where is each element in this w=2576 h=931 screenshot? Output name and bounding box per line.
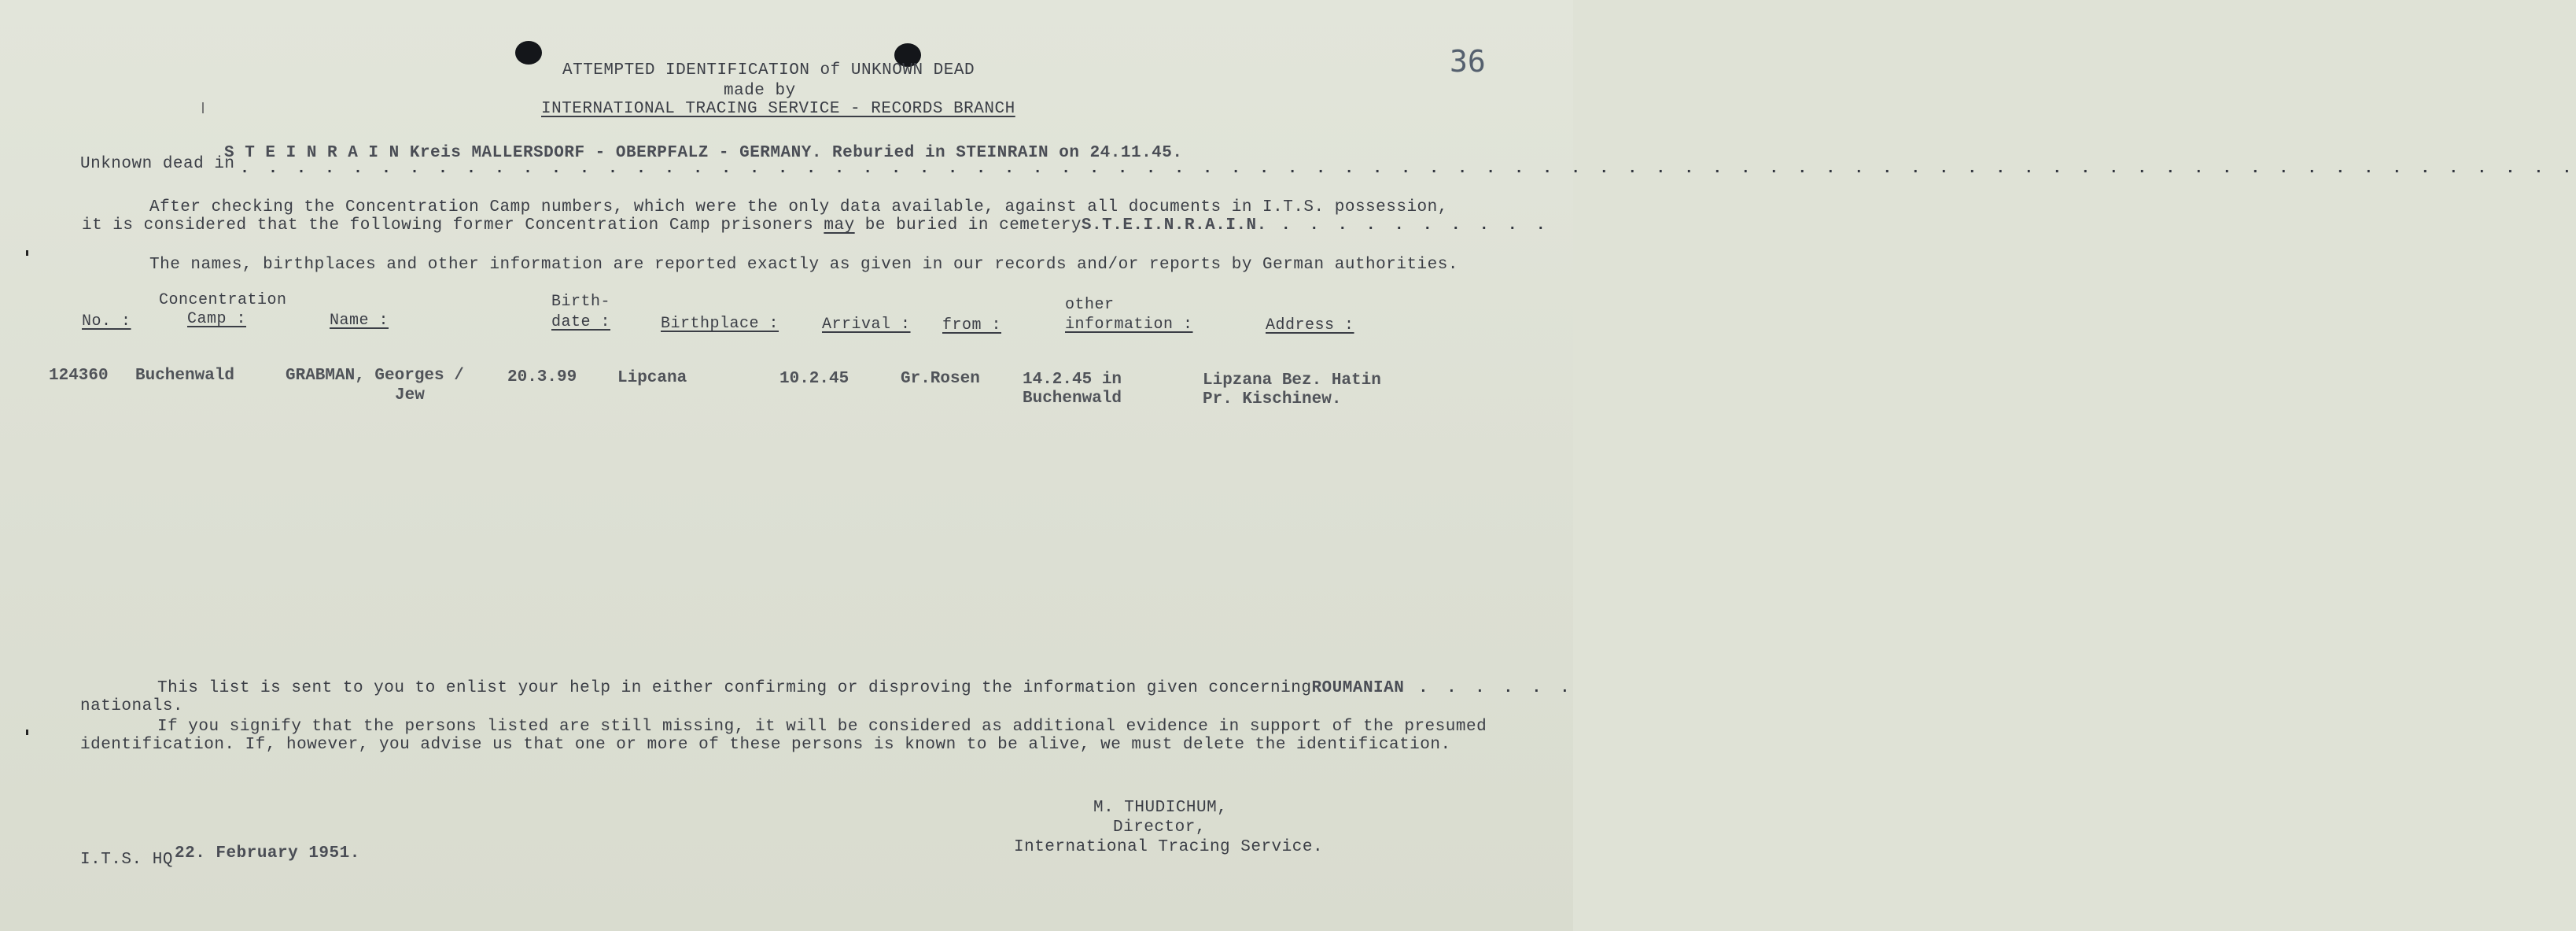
intro-line-2 (82, 216, 1550, 235)
header-arrival: Arrival : (822, 316, 911, 334)
intro-line-2-end: be buried in cemetery (854, 216, 1082, 235)
margin-mark (26, 730, 28, 735)
cell-camp: Buchenwald (135, 367, 235, 385)
cell-birthdate: 20.3.99 (507, 368, 577, 386)
document-title: ATTEMPTED IDENTIFICATION of UNKNOWN DEAD (562, 61, 975, 79)
header-camp: Camp : (187, 310, 247, 328)
header-camp-top: Concentration (159, 291, 287, 309)
header-birthplace: Birthplace : (661, 315, 779, 333)
records-note: The names, birthplaces and other information are reported exactly as given in our records and/or reports by German authorities. (149, 256, 1458, 274)
cell-no: 124360 (49, 367, 109, 385)
unknown-dead-location: S T E I N R A I N Kreis MALLERSDORF - OBERPFALZ - GERMANY. Reburied in STEINRAIN on 24.11.45. (224, 144, 1183, 162)
cell-name: GRABMAN, Georges / (286, 367, 464, 385)
header-no: No. : (82, 312, 131, 331)
signatory-title: Director, (1113, 818, 1206, 837)
page-number: 36 (1450, 44, 1486, 79)
punch-hole-left (515, 41, 542, 65)
footer-line-3: identification. If, however, you advise us that one or more of these persons is known to be alive, we must delete the identification. (80, 736, 1451, 754)
date-prefix: I.T.S. HQ (80, 851, 173, 869)
intro-line-2-start: it is considered that the following former Concentration Camp prisoners (82, 216, 824, 235)
header-birthdate: date : (551, 313, 611, 331)
date-value: 22. February 1951. (175, 844, 360, 863)
header-other-top: other (1065, 296, 1115, 314)
footer-line-1 (157, 679, 1574, 697)
cell-from: Gr.Rosen (901, 370, 980, 388)
header-name: Name : (330, 312, 389, 330)
cell-other-1: 14.2.45 in (1023, 371, 1122, 389)
made-by-line: made by (724, 82, 796, 100)
may-word: may (824, 216, 855, 235)
cell-address-1: Lipzana Bez. Hatin (1203, 371, 1381, 390)
margin-mark (26, 250, 28, 256)
header-address: Address : (1266, 316, 1354, 334)
unknown-dead-label: Unknown dead in (80, 155, 235, 173)
cell-name-2: Jew (395, 386, 425, 405)
header-birth-top: Birth- (551, 293, 611, 311)
header-other: information : (1065, 316, 1193, 334)
dotted-leader: . . . . . . . . . . . . . . . . . . . . . . . . . . . . . . . . . . . . . . . . . . . . . . . . . . . . . . . . . . . . . . . . . . . . . . . . . . . . . . . . . . . (240, 160, 2576, 178)
intro-line-1: After checking the Concentration Camp numbers, which were the only data available, against all documents in I.T.S. possession, (149, 198, 1448, 216)
cell-other-2: Buchenwald (1023, 390, 1122, 408)
cemetery-name: S.T.E.I.N.R.A.I.N. (1081, 216, 1267, 235)
footer-line-1-text: This list is sent to you to enlist your help in either confirming or disproving the information given concerning (157, 679, 1312, 697)
signatory-name: M. THUDICHUM, (1093, 799, 1228, 817)
signatory-org: International Tracing Service. (1014, 838, 1324, 856)
organization-heading: INTERNATIONAL TRACING SERVICE - RECORDS BRANCH (541, 100, 1015, 118)
footer-line-2: If you signify that the persons listed are still missing, it will be considered as additional evidence in support of the presumed (157, 718, 1487, 736)
cemetery-dotted-leader: . . . . . . . . . . (1266, 216, 1550, 235)
nationality-dotted-leader: . . . . . . (1404, 679, 1575, 697)
margin-mark (202, 102, 204, 113)
cell-address-2: Pr. Kischinew. (1203, 390, 1342, 408)
cell-birthplace: Lipcana (617, 369, 687, 387)
footer-line-1-end: nationals. (80, 697, 184, 715)
cell-arrival: 10.2.45 (779, 370, 849, 388)
nationality: ROUMANIAN (1311, 679, 1405, 697)
header-from: from : (942, 316, 1002, 334)
